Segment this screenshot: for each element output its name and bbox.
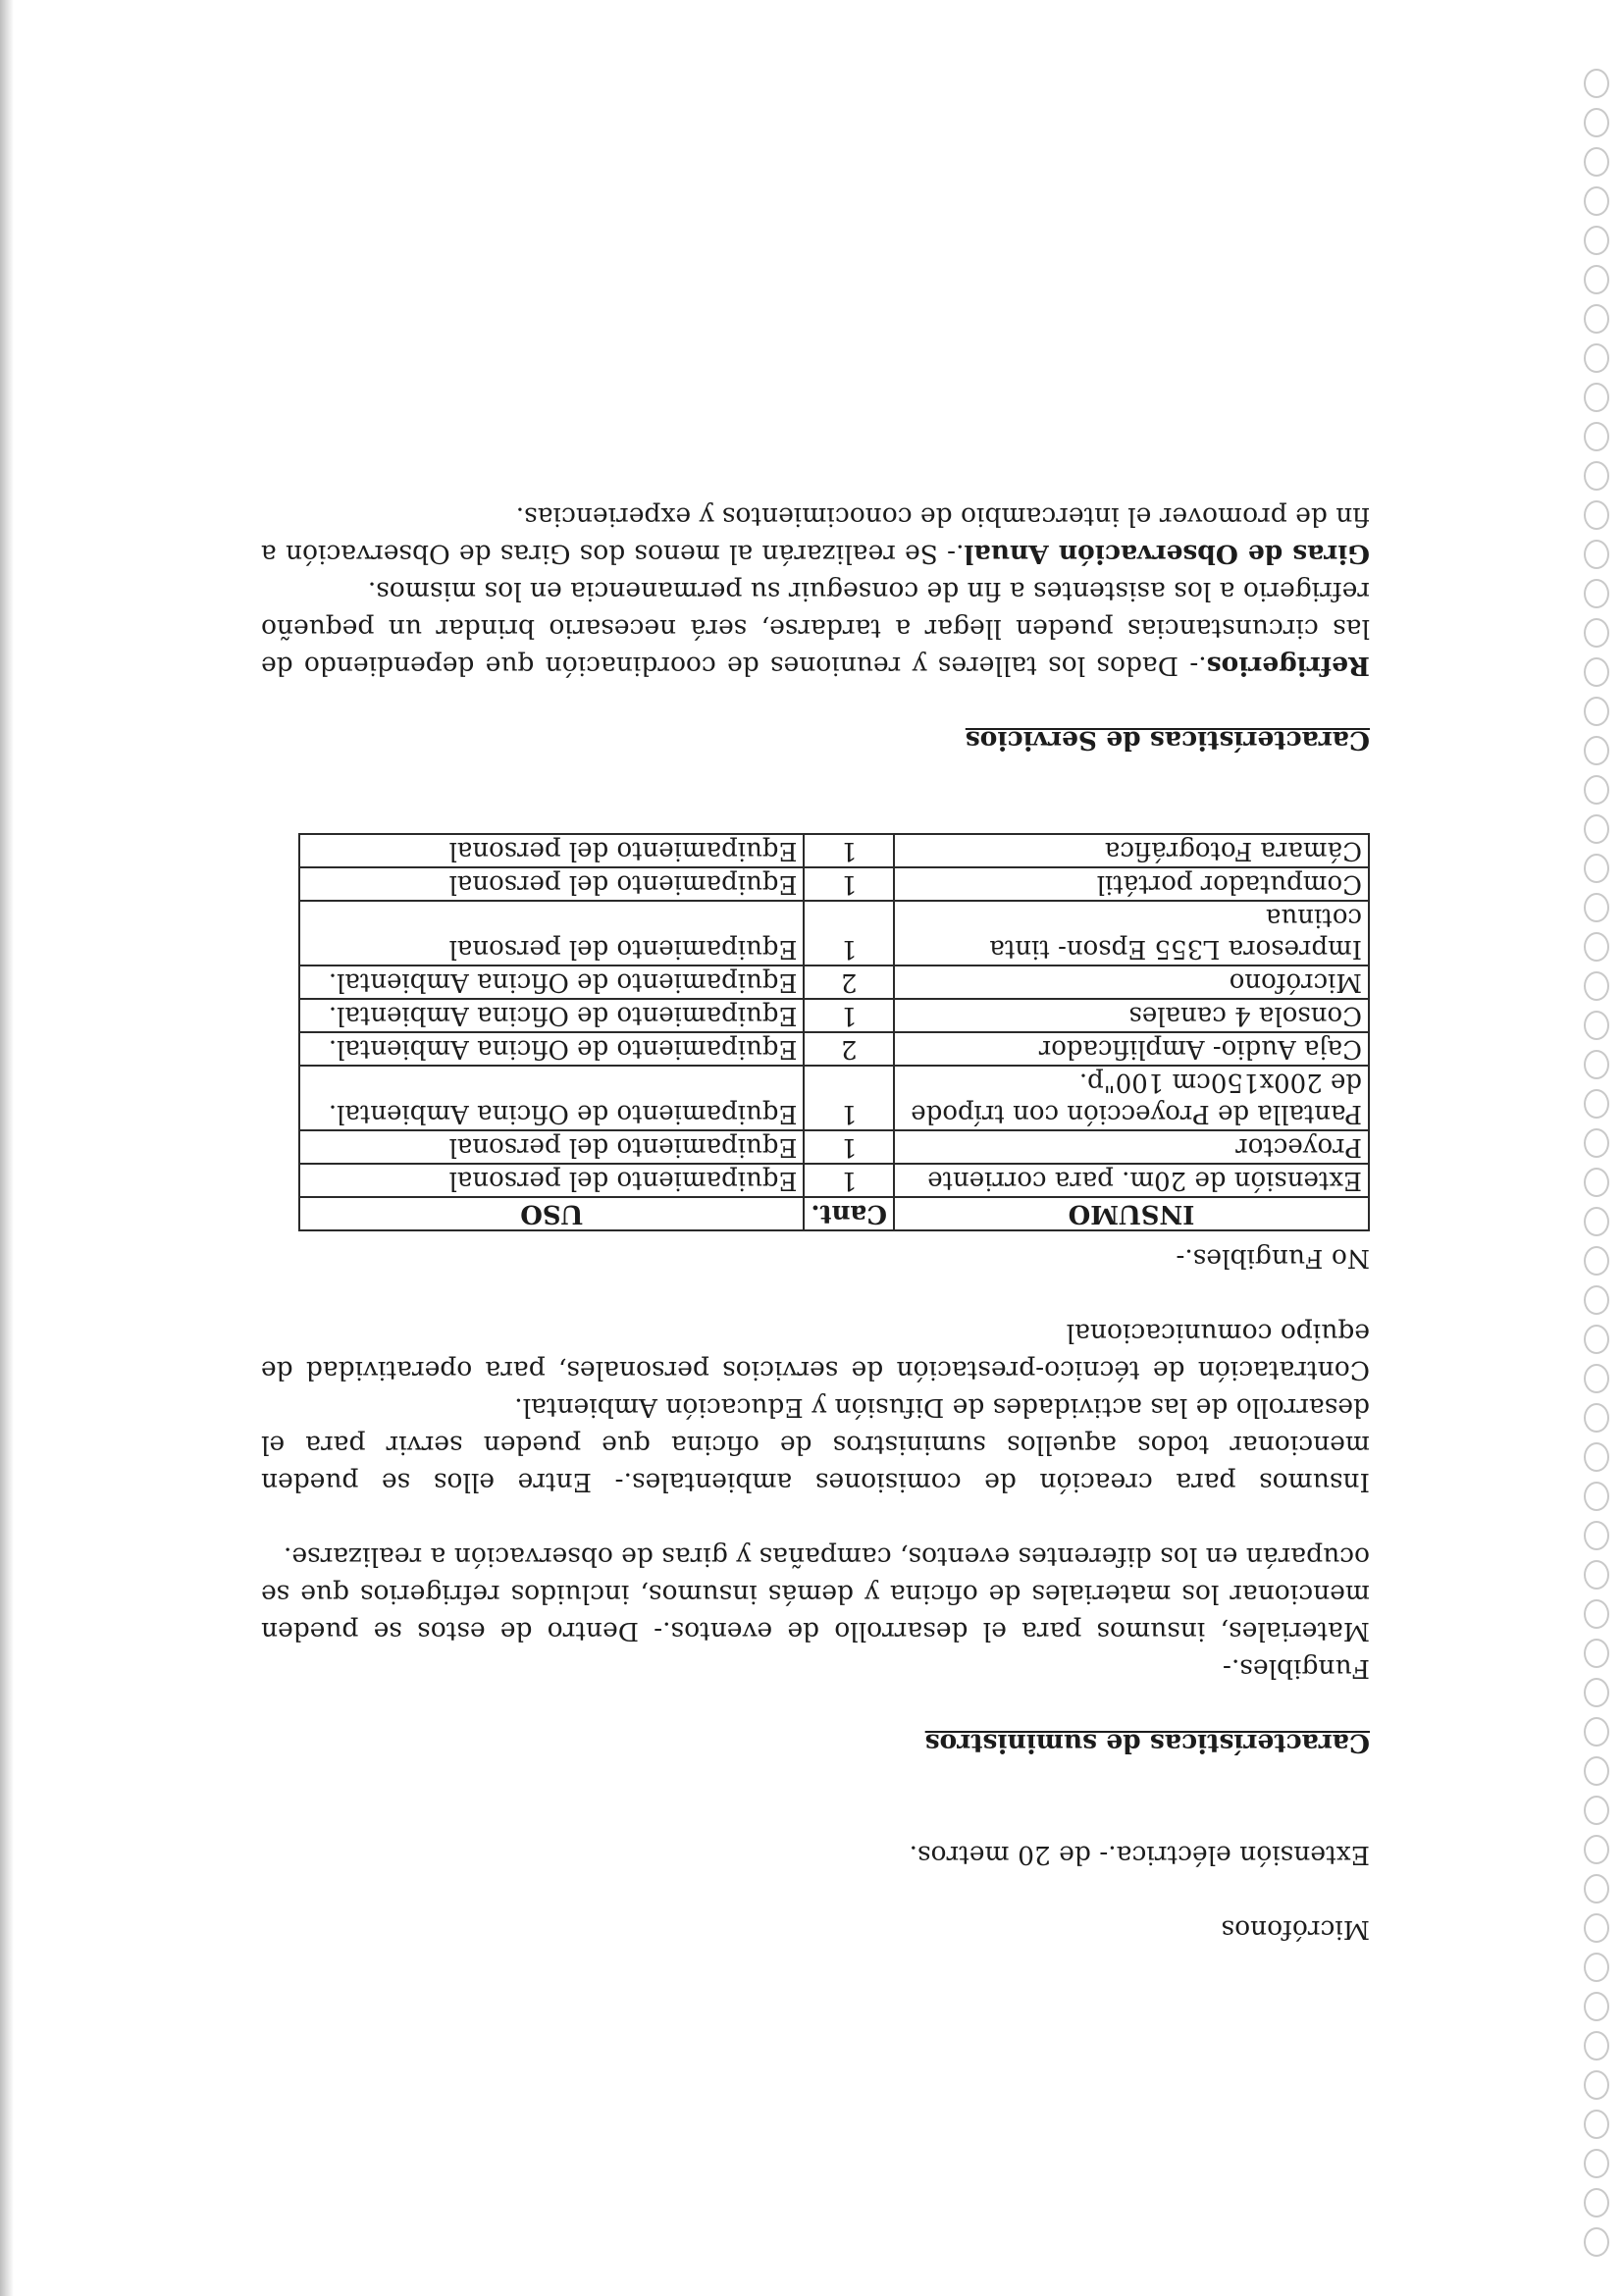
binder-hole	[1584, 2188, 1609, 2218]
cell-cant: 1	[804, 834, 894, 867]
supplies-table	[298, 833, 1370, 1231]
cell-insumo: Proyector	[894, 1130, 1369, 1164]
document-body	[261, 497, 1370, 1948]
binder-hole	[1584, 461, 1609, 491]
binder-hole	[1584, 1521, 1609, 1550]
binder-hole	[1584, 383, 1609, 412]
binder-holes	[1576, 39, 1615, 2257]
cell-insumo: Extensión de 20m. para corriente	[894, 1164, 1369, 1197]
binder-hole	[1584, 2110, 1609, 2139]
binder-hole	[1584, 775, 1609, 805]
binder-hole	[1584, 1913, 1609, 1943]
cell-uso: Equipamiento de Oficina Ambiental.	[299, 1032, 804, 1066]
extension-line: Extensión eléctrica.- de 20 metros.	[909, 1840, 1370, 1870]
binder-hole	[1584, 618, 1609, 648]
cell-uso: Equipamiento del personal	[299, 834, 804, 867]
heading-services: Características de Servicios	[965, 725, 1370, 756]
heading-supplies: Características de suministros	[924, 1728, 1370, 1758]
cell-insumo: Cámara Fotográfica	[894, 834, 1369, 867]
binder-hole	[1584, 1246, 1609, 1276]
table-row	[299, 901, 1369, 965]
binder-hole	[1584, 1403, 1609, 1433]
term-refreshments: Refrigerios	[1206, 651, 1370, 681]
binder-hole	[1584, 814, 1609, 844]
cell-insumo: Pantalla de Proyección con trípode de 200x150cm 100"p.	[894, 1066, 1369, 1130]
binder-hole	[1584, 1560, 1609, 1590]
binder-hole	[1584, 1442, 1609, 1472]
table-row	[299, 999, 1369, 1032]
binder-hole	[1584, 1992, 1609, 2021]
binder-hole	[1584, 2149, 1609, 2178]
microphones-line: Micrófonos	[1221, 1914, 1370, 1945]
binder-hole	[1584, 500, 1609, 530]
cell-uso: Equipamiento del personal	[299, 867, 804, 901]
binder-hole	[1584, 1678, 1609, 1707]
binder-hole	[1584, 147, 1609, 177]
cell-cant: 1	[804, 901, 894, 965]
cell-uso: Equipamiento del personal	[299, 901, 804, 965]
cell-uso: Equipamiento de Oficina Ambiental.	[299, 1066, 804, 1130]
cell-uso: Equipamiento del personal	[299, 1130, 804, 1164]
binder-hole	[1584, 697, 1609, 726]
table-row	[299, 965, 1369, 999]
binder-hole	[1584, 1482, 1609, 1511]
no-fungibles-title: No Fungibles.-	[1176, 1243, 1370, 1274]
cell-insumo: Micrófono	[894, 965, 1369, 999]
binder-hole	[1584, 1128, 1609, 1158]
cell-insumo: Consola 4 canales	[894, 999, 1369, 1032]
cell-insumo: Caja Audio- Amplificador	[894, 1032, 1369, 1066]
paragraph-hiring: Contratación de técnico-prestación de servicios personales, para operatividad de equipo comunicacional	[261, 1318, 1370, 1385]
binder-hole	[1584, 108, 1609, 137]
fungibles-title: Fungibles.-	[1222, 1653, 1370, 1684]
binder-hole	[1584, 1717, 1609, 1747]
binder-hole	[1584, 226, 1609, 255]
column-header-insumo: INSUMO	[894, 1197, 1369, 1230]
binder-hole	[1584, 1953, 1609, 1982]
cell-insumo: Impresora L355 Epson- tinta cotinua	[894, 901, 1369, 965]
table-row	[299, 1130, 1369, 1164]
cell-cant: 1	[804, 1066, 894, 1130]
binder-hole	[1584, 343, 1609, 373]
table-row	[299, 1066, 1369, 1130]
cell-cant: 2	[804, 965, 894, 999]
field-trips-text: .- Se realizarán al menos dos Giras de Observación a fin de promover el intercambio de conocimientos y experiencias.	[261, 501, 1370, 569]
binder-hole	[1584, 2031, 1609, 2061]
binder-hole	[1584, 422, 1609, 451]
binder-hole	[1584, 1050, 1609, 1079]
binder-hole	[1584, 736, 1609, 765]
cell-cant: 1	[804, 1130, 894, 1164]
column-header-uso: USO	[299, 1197, 804, 1230]
binder-hole	[1584, 1089, 1609, 1119]
cell-uso: Equipamiento de Oficina Ambiental.	[299, 999, 804, 1032]
binder-hole	[1584, 2227, 1609, 2257]
cell-cant: 1	[804, 1164, 894, 1197]
binder-hole	[1584, 2070, 1609, 2100]
binder-hole	[1584, 1207, 1609, 1236]
cell-uso: Equipamiento del personal	[299, 1164, 804, 1197]
binder-hole	[1584, 540, 1609, 569]
binder-hole	[1584, 1639, 1609, 1668]
cell-uso: Equipamiento de Oficina Ambiental.	[299, 965, 804, 999]
binder-hole	[1584, 1011, 1609, 1040]
binder-hole	[1584, 304, 1609, 334]
table-row	[299, 1164, 1369, 1197]
binder-hole	[1584, 657, 1609, 687]
paragraph-refreshments	[261, 572, 1370, 684]
binder-hole	[1584, 265, 1609, 294]
cell-cant: 1	[804, 867, 894, 901]
binder-hole	[1584, 1835, 1609, 1864]
binder-hole	[1584, 1796, 1609, 1825]
page-edge-shadow	[0, 0, 14, 2296]
cell-insumo: Computador portátil	[894, 867, 1369, 901]
table-row	[299, 834, 1369, 867]
table-row	[299, 1032, 1369, 1066]
binder-hole	[1584, 1168, 1609, 1197]
paragraph-commissions: Insumos para creación de comisiones ambientales.- Entre ellos se pueden mencionar todos aquellos suministros de oficina que pueden servir para el desarrollo de las actividades de Difusión y Educación Ambiental.	[261, 1392, 1370, 1497]
table-row	[299, 867, 1369, 901]
binder-hole	[1584, 932, 1609, 962]
paragraph-field-trips	[261, 497, 1370, 572]
binder-hole	[1584, 579, 1609, 608]
binder-hole	[1584, 1599, 1609, 1629]
refreshments-text: .- Dados los talleres y reuniones de coordinación que dependiendo de las circunstancias pueden llegar a tardarse, será necesario brindar un pequeño refrigerio a los asistentes a fin de conseguir su permanencia en los mismos.	[261, 576, 1370, 681]
binder-hole	[1584, 971, 1609, 1001]
binder-hole	[1584, 186, 1609, 216]
cell-cant: 2	[804, 1032, 894, 1066]
binder-hole	[1584, 854, 1609, 883]
binder-hole	[1584, 1874, 1609, 1904]
paragraph-materials: Materiales, insumos para el desarrollo de eventos.- Dentro de estos se pueden mencionar los materiales de oficina y demás insumos, incluidos refrigerios que se ocuparán en los diferentes eventos, campañas y giras de observación a realizarse.	[261, 1541, 1370, 1646]
term-field-trips: Giras de Observación Anual	[964, 539, 1370, 569]
binder-hole	[1584, 1756, 1609, 1786]
binder-hole	[1584, 1325, 1609, 1354]
binder-hole	[1584, 1364, 1609, 1393]
binder-hole	[1584, 893, 1609, 922]
binder-hole	[1584, 69, 1609, 98]
cell-cant: 1	[804, 999, 894, 1032]
column-header-cant: Cant.	[804, 1197, 894, 1230]
table-header-row	[299, 1197, 1369, 1230]
binder-hole	[1584, 1285, 1609, 1315]
